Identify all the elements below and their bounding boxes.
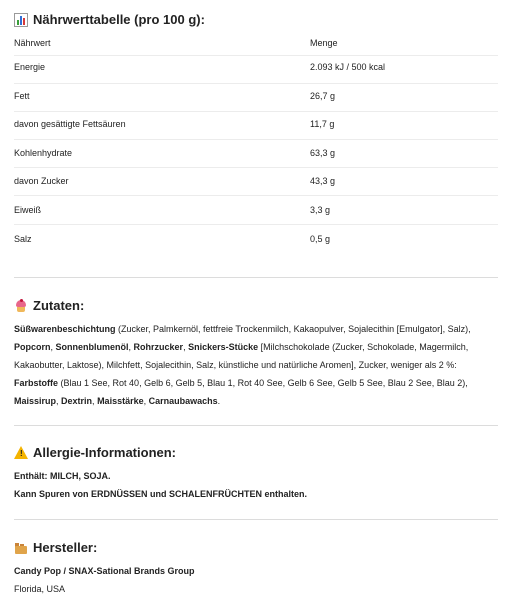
nutrient-name: Fett: [14, 91, 30, 101]
warning-icon: !: [14, 446, 28, 459]
nutrient-value: 0,5 g: [310, 234, 331, 244]
table-row: [14, 167, 498, 195]
section-divider: [14, 519, 498, 520]
nutrient-name: davon gesättigte Fettsäuren: [14, 119, 126, 129]
cupcake-icon: [14, 299, 28, 313]
nutrient-value: 63,3 g: [310, 148, 336, 158]
ingredient-bold: Maissirup: [14, 396, 57, 406]
ingredient-text: [Milchschokolade (Zucker, Schokolade, Magermilch, Kakaobutter, Laktose), Milchfett, Sojalecithin, Salz, künstliche und natürliche Aromen], Zucker, weniger als 2 %:: [14, 342, 469, 370]
allergy-title: Allergie-Informationen:: [33, 445, 177, 460]
col-header-nutrient: Nährwert: [14, 38, 51, 48]
ingredient-text: ,: [128, 342, 134, 352]
table-row: [14, 139, 498, 167]
ingredient-text: ,: [92, 396, 98, 406]
manufacturer-name: Candy Pop / SNAX-Sational Brands Group: [14, 566, 195, 576]
ingredient-text: .: [217, 396, 221, 406]
ingredient-bold: Süßwarenbeschichtung: [14, 324, 116, 334]
table-row: [14, 196, 498, 224]
nutrient-name: davon Zucker: [14, 176, 69, 186]
nutrient-value: 11,7 g: [310, 119, 335, 129]
ingredient-text: ,: [143, 396, 149, 406]
ingredient-bold: Popcorn: [14, 342, 51, 352]
nutrition-heading: [14, 12, 205, 27]
manufacturer-title: Hersteller:: [33, 540, 98, 555]
table-row: [14, 110, 498, 138]
nutrition-title: Nährwerttabelle (pro 100 g):: [33, 12, 205, 27]
section-divider: [14, 277, 498, 278]
col-header-amount: Menge: [310, 38, 338, 48]
ingredient-bold: Carnaubawachs: [148, 396, 218, 406]
ingredients-heading: [14, 298, 84, 313]
nutrient-value: 2.093 kJ / 500 kcal: [310, 62, 386, 72]
allergy-heading: [14, 445, 176, 460]
nutrient-name: Kohlenhydrate: [14, 148, 73, 158]
ingredient-text: ,: [56, 396, 62, 406]
bar-chart-icon: [14, 13, 28, 27]
nutrient-value: 26,7 g: [310, 91, 336, 101]
ingredient-bold: Snickers-Stücke: [188, 342, 259, 352]
allergy-traces: Kann Spuren von ERDNÜSSEN und SCHALENFRÜCHTEN enthalten.: [14, 489, 308, 499]
manufacturer-heading: [14, 540, 97, 555]
nutrient-name: Eiweiß: [14, 205, 42, 215]
ingredient-bold: Rohrzucker: [133, 342, 184, 352]
nutrient-name: Salz: [14, 234, 32, 244]
table-row: [14, 82, 498, 110]
ingredient-text: ,: [50, 342, 56, 352]
nutrient-value: 3,3 g: [310, 205, 331, 215]
ingredient-text: ,: [183, 342, 189, 352]
nutrient-name: Energie: [14, 62, 46, 72]
table-row: [14, 225, 498, 253]
ingredient-text: (Blau 1 See, Rot 40, Gelb 6, Gelb 5, Blau 1, Rot 40 See, Gelb 6 See, Gelb 5 See, Blau 2 See, Blau 2),: [58, 378, 468, 388]
ingredient-text: (Zucker, Palmkernöl, fettfreie Trockenmilch, Kakaopulver, Sojalecithin [Emulgator], Salz),: [115, 324, 471, 334]
factory-icon: [14, 541, 28, 555]
section-divider: [14, 425, 498, 426]
allergy-contains: Enthält: MILCH, SOJA.: [14, 471, 111, 481]
ingredient-bold: Maisstärke: [97, 396, 144, 406]
ingredients-title: Zutaten:: [33, 298, 85, 313]
nutrient-value: 43,3 g: [310, 176, 336, 186]
table-row: [14, 53, 498, 81]
ingredient-bold: Sonnenblumenöl: [55, 342, 129, 352]
ingredient-bold: Dextrin: [61, 396, 93, 406]
ingredients-text: [14, 320, 498, 410]
ingredient-bold: Farbstoffe: [14, 378, 59, 388]
manufacturer-location: Florida, USA: [14, 584, 66, 594]
